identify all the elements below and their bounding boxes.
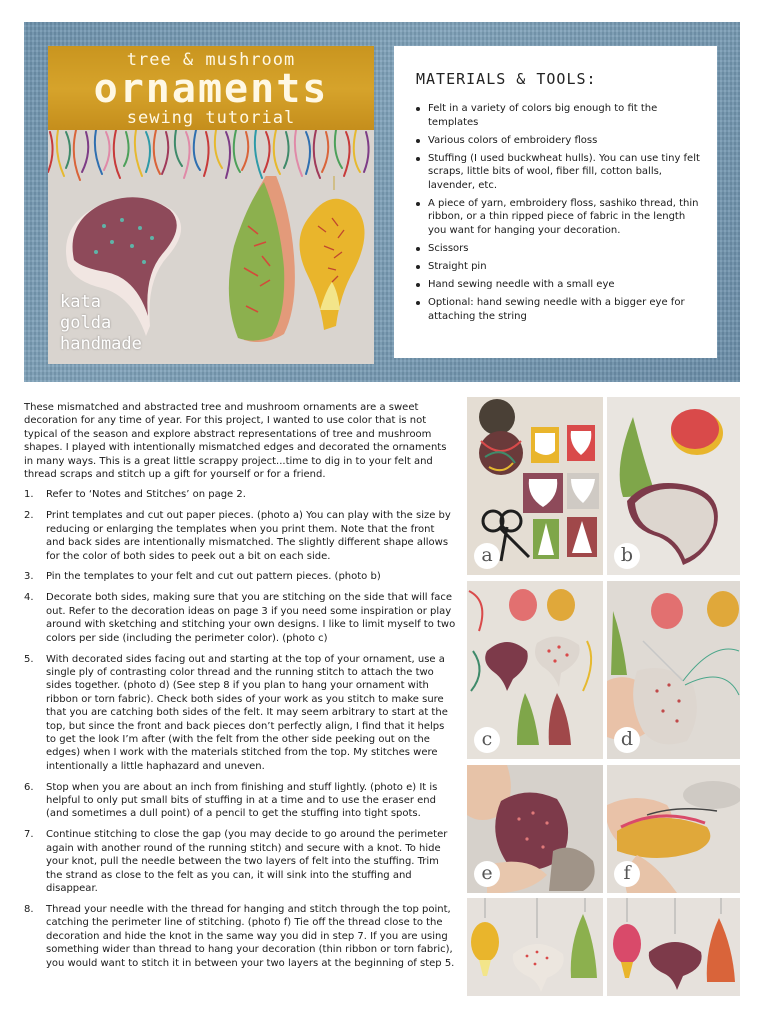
brand-line-3: handmade: [60, 334, 142, 354]
step-number: 2.: [24, 510, 34, 522]
tree-ornament-green: [229, 176, 295, 342]
title-line-3: sewing tutorial: [126, 108, 296, 128]
step-item: [24, 828, 456, 895]
title-label: [48, 46, 374, 132]
photo-c: [467, 581, 603, 759]
step-number: 5.: [24, 653, 34, 665]
photo-label-b: b: [614, 543, 640, 569]
materials-item: Straight pin: [416, 260, 701, 274]
photo-a: [467, 397, 603, 575]
photo-label-d: d: [614, 727, 640, 753]
header-banner: [24, 22, 740, 382]
step-text: Continue stitching to close the gap (you may decide to go around the perimeter again with another round of the running stitch) and secure with a knot. To hide your knot, pull the needle between the two layers of felt into the stuffing. Trim the strand as close to the felt as you can, it will sink into the stuffing and disappear.: [46, 829, 448, 894]
photo-f: [607, 765, 740, 893]
materials-item: Hand sewing needle with a small eye: [416, 278, 701, 292]
title-photo: [48, 46, 374, 364]
photo-label-f: f: [614, 861, 640, 887]
step-text: With decorated sides facing out and starting at the top of your ornament, use a single ply of contrasting color thread and the running stitch to attach the two sides together. (photo d) (See step 8 if you plan to hang your ornament with ribbon or torn fabric). Check both sides of your work as you stitch to make sure that you are catching both sides of the felt. It may seem arbitrary to start at the top, but since the front and back pieces don’t perfectly align, I find that it helps to get the look I’m after (with the felt from the other side peeking out on the edges) when I work with the materials stitched from the top. My stitches were intentionally a little haphazard and uneven.: [46, 653, 448, 772]
title-ornaments: ornaments: [93, 66, 329, 112]
materials-list: [416, 102, 701, 323]
photo-label-a: a: [474, 543, 500, 569]
step-item: [24, 903, 456, 970]
step-text: Print templates and cut out paper pieces. (photo a) You can play with the size by reducing or enlarging the templates when you print them. Note that the front and back sides are intentionally mismatched. The slightly different shape allows for the color of both sides to peek out a bit on each side.: [46, 510, 451, 562]
materials-item: A piece of yarn, embroidery floss, sashiko thread, thin ribbon, or a thin ripped piece of fabric in the length you want for hanging your decoration.: [416, 197, 701, 238]
step-number: 7.: [24, 829, 34, 841]
photo-finished-left-illustration: [467, 898, 603, 996]
step-text: Thread your needle with the thread for hanging and stitch through the top point, catching the perimeter line of stitching. (photo f) Tie off the thread close to the decoration and hide the knot in the same way you did in step 7. If you are using something wider than thread to hang your decoration (thin ribbon or torn fabric), you would want to stitch it in between your two layers at the beginning of step 5.: [46, 903, 455, 969]
step-number: 8.: [24, 903, 34, 915]
materials-box: [394, 46, 717, 358]
step-item: [24, 653, 456, 774]
step-item: [24, 570, 456, 583]
step-text: Refer to ‘Notes and Stitches’ on page 2.: [46, 489, 246, 501]
step-item: [24, 509, 456, 563]
materials-item: Stuffing (I used buckwheat hulls). You can use tiny felt scraps, little bits of wool, fiber fill, cotton balls, lavender, etc.: [416, 152, 701, 193]
materials-item: Various colors of embroidery floss: [416, 134, 701, 148]
step-item: [24, 591, 456, 645]
materials-item: Felt in a variety of colors big enough to fit the templates: [416, 102, 701, 129]
step-item: [24, 781, 456, 821]
brand-line-1: kata: [60, 292, 101, 312]
step-item: [24, 488, 456, 501]
brand-name: [60, 292, 142, 355]
step-text: Decorate both sides, making sure that you are stitching on the side that will face out. Refer to the decoration ideas on page 3 if you need some inspiration or play around with sketching and stitching your own designs. I like to limit myself to two colors per side (including the perimeter color). (photo c): [46, 592, 456, 644]
photo-finished-right: [607, 898, 740, 996]
title-line-1: tree & mushroom: [126, 50, 296, 70]
step-text: Pin the templates to your felt and cut out pattern pieces. (photo b): [46, 571, 381, 583]
photo-d: [607, 581, 740, 759]
photo-label-c: c: [474, 727, 500, 753]
step-number: 4.: [24, 592, 34, 604]
step-number: 6.: [24, 781, 34, 793]
materials-heading: MATERIALS & TOOLS:: [416, 70, 597, 88]
photo-e: [467, 765, 603, 893]
round-ornament-yellow: [299, 176, 364, 330]
materials-item: Optional: hand sewing needle with a bigger eye for attaching the string: [416, 296, 701, 323]
photo-finished-left: [467, 898, 603, 996]
step-number: 3.: [24, 571, 34, 583]
step-number: 1.: [24, 489, 34, 501]
photo-label-e: e: [474, 861, 500, 887]
materials-item: Scissors: [416, 242, 701, 256]
brand-line-2: golda: [60, 313, 112, 333]
photo-b: [607, 397, 740, 575]
photo-finished-right-illustration: [607, 898, 740, 996]
instructions: [24, 401, 456, 977]
steps-list: [24, 488, 456, 970]
step-text: Stop when you are about an inch from finishing and stuff lightly. (photo e) It is helpful to only put small bits of stuffing in at a time and to use the eraser end (and sometimes a dull point) of a pencil to get the stuffing into tight spots.: [46, 781, 438, 820]
intro-paragraph: These mismatched and abstracted tree and mushroom ornaments are a sweet decoration for any time of year. For this project, I wanted to use color that is not typical of the season and explore abstract representations of tree and mushroom shapes. I played with intentionally mismatched edges and decorated the ornaments in many ways. This is a great little scrappy project...time to dig in to your felt and thread scraps and stitch up a gift for yourself or for a friend.: [24, 402, 447, 481]
